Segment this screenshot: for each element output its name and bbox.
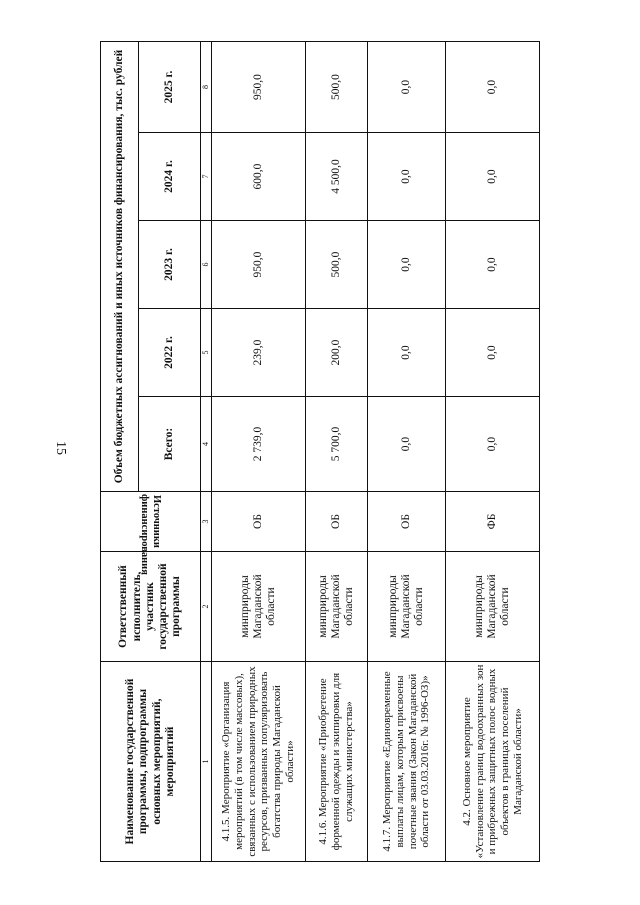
row-2022: 200,0 — [305, 309, 367, 397]
row-2023: 0,0 — [446, 221, 540, 309]
row-total: 0,0 — [446, 397, 540, 492]
row-2023: 500,0 — [305, 221, 367, 309]
colnum: 7 — [201, 133, 212, 221]
header-2024: 2024 г. — [139, 133, 201, 221]
colnum: 8 — [201, 41, 212, 132]
row-source: ОБ — [305, 492, 367, 552]
colnum: 5 — [201, 309, 212, 397]
header-2022: 2022 г. — [139, 309, 201, 397]
row-source: ФБ — [446, 492, 540, 552]
header-executor: Ответственный исполнитель, участник государственной программы — [101, 552, 201, 662]
row-source: ОБ — [368, 492, 446, 552]
header-total: Всего: — [139, 397, 201, 492]
row-executor: минприроды Магаданской области — [446, 552, 540, 662]
row-name: 4.1.7. Мероприятие «Единовременные выплаты лицам, которым присвоены почетные звания (Закон Магаданской области от 03.03.2016г. № 1996-ОЗ)» — [368, 662, 446, 862]
header-volume: Объем бюджетных ассигнований и иных источников финансирования, тыс. рублей — [101, 41, 139, 491]
colnum: 2 — [201, 552, 212, 662]
colnum: 3 — [201, 492, 212, 552]
table-row — [305, 41, 367, 861]
row-2024: 600,0 — [212, 133, 306, 221]
row-2022: 239,0 — [212, 309, 306, 397]
page-number: 15 — [53, 441, 68, 455]
row-2024: 4 500,0 — [305, 133, 367, 221]
header-name: Наименование государственной программы, подпрограммы основных мероприятий, мероприятий — [101, 662, 201, 862]
header-2023: 2023 г. — [139, 221, 201, 309]
row-2022: 0,0 — [446, 309, 540, 397]
table-row — [446, 41, 540, 861]
header-source: Источники финансирования — [139, 494, 163, 575]
row-total: 2 739,0 — [212, 397, 306, 492]
row-2024: 0,0 — [446, 133, 540, 221]
budget-table — [100, 41, 540, 862]
header-2025: 2025 г. — [139, 41, 201, 132]
table-row — [368, 41, 446, 861]
colnum: 6 — [201, 221, 212, 309]
row-2023: 0,0 — [368, 221, 446, 309]
colnum: 4 — [201, 397, 212, 492]
row-2025: 500,0 — [305, 41, 367, 132]
header-source-cell — [101, 492, 201, 575]
column-number-row — [201, 41, 212, 861]
row-executor: минприроды Магаданской области — [305, 552, 367, 662]
row-executor: минприроды Магаданской области — [212, 552, 306, 662]
row-2022: 0,0 — [368, 309, 446, 397]
row-2024: 0,0 — [368, 133, 446, 221]
row-2025: 950,0 — [212, 41, 306, 132]
row-name: 4.1.6. Мероприятие «Приобретение форменной одежды и экипировки для служащих министерства» — [305, 662, 367, 862]
rotated-table-container — [100, 42, 540, 862]
row-source: ОБ — [212, 492, 306, 552]
row-total: 5 700,0 — [305, 397, 367, 492]
row-name: 4.2. Основное мероприятие «Установление границ водоохранных зон и прибрежных защитных полос водных объектов в границах поселений Магаданской области» — [446, 662, 540, 862]
row-total: 0,0 — [368, 397, 446, 492]
colnum: 1 — [201, 662, 212, 862]
row-executor: минприроды Магаданской области — [368, 552, 446, 662]
row-2025: 0,0 — [368, 41, 446, 132]
row-2023: 950,0 — [212, 221, 306, 309]
row-name: 4.1.5. Мероприятие «Организация мероприятий (в том числе массовых), связанных с использованием природных ресурсов, призванных популяризовать богатства природы Магаданской области» — [212, 662, 306, 862]
table-row — [212, 41, 306, 861]
row-2025: 0,0 — [446, 41, 540, 132]
